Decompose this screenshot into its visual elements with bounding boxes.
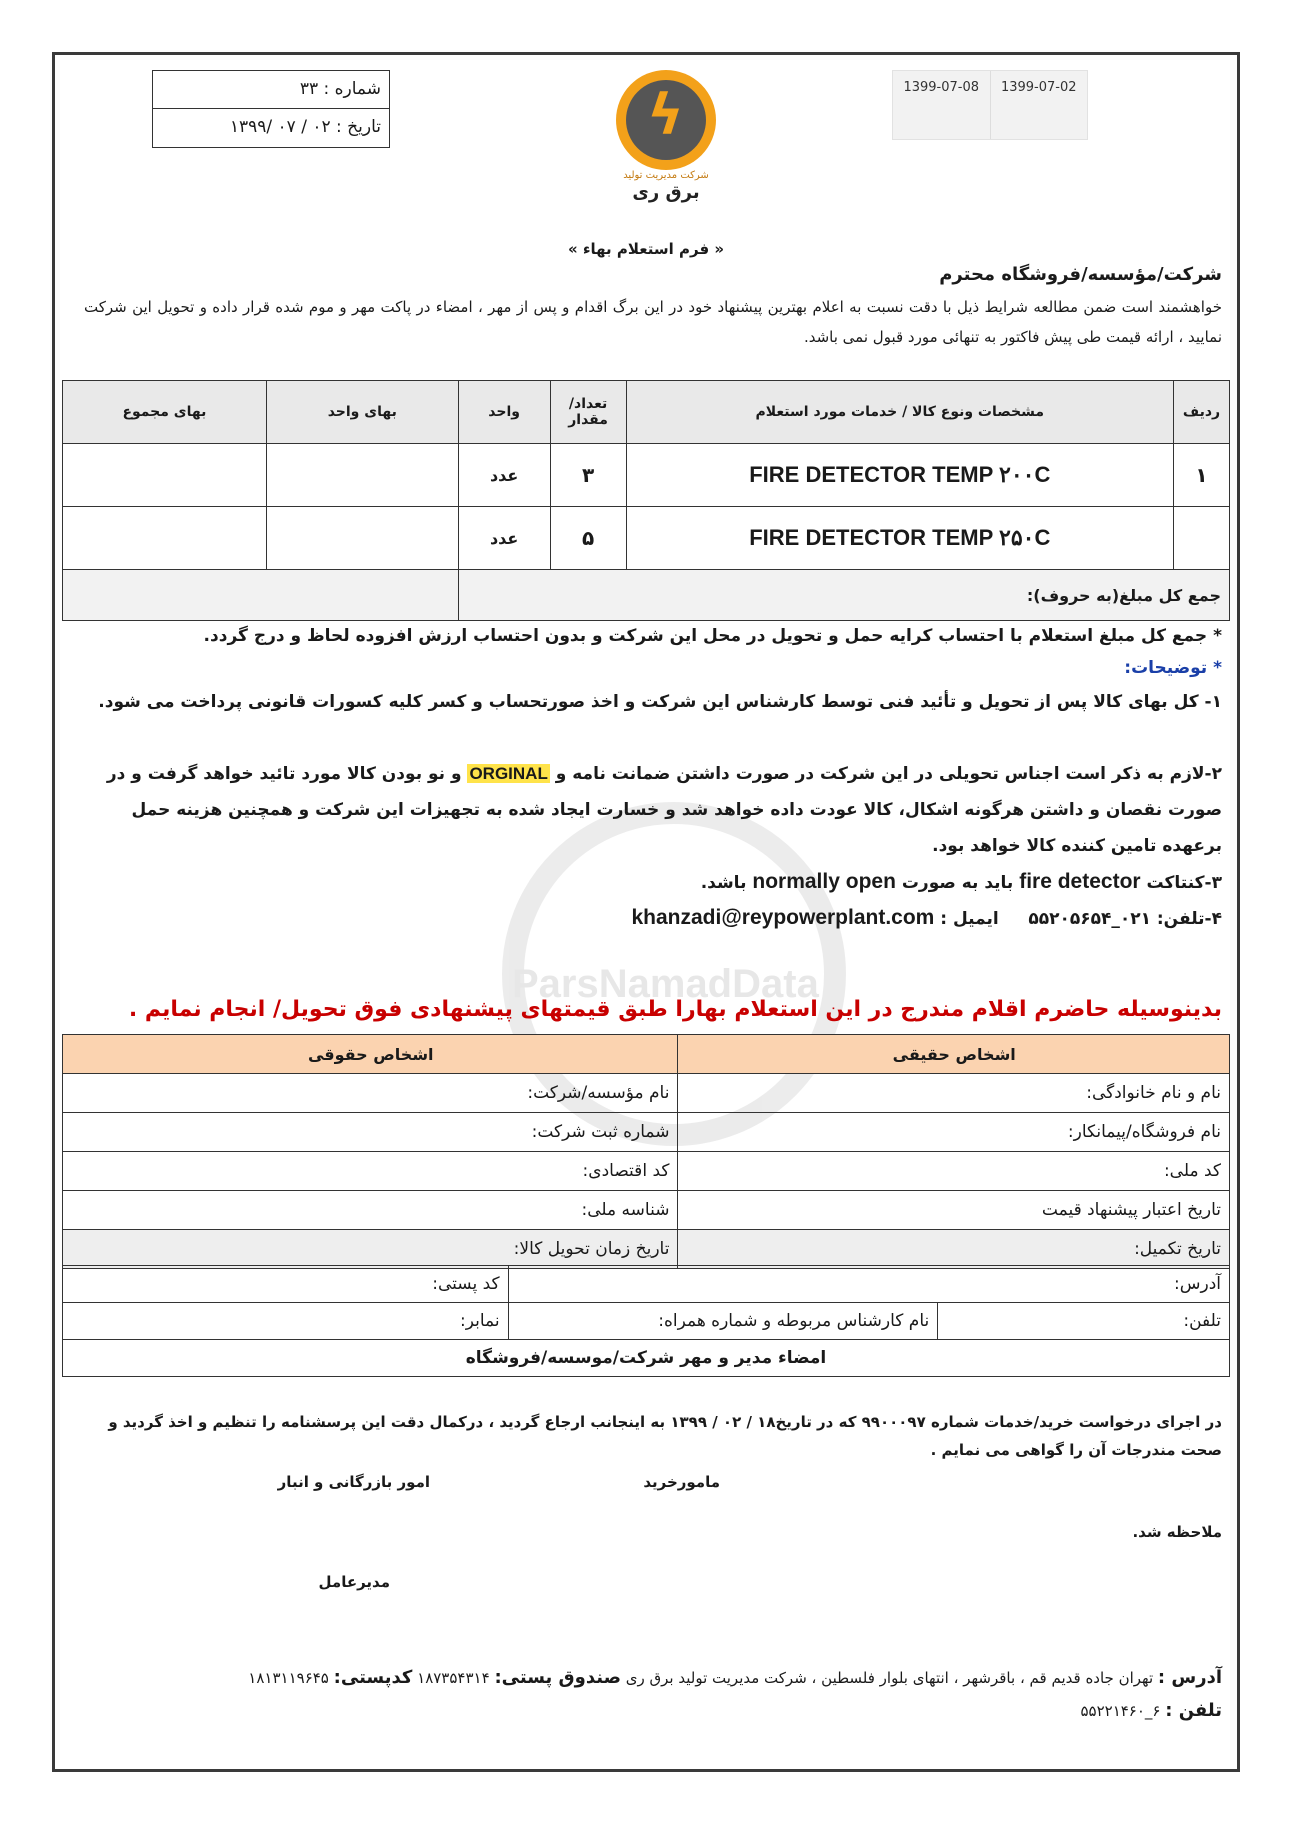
row-no: ۱ [1174, 444, 1230, 507]
pobox-value: ۱۸۷۳۵۴۳۱۴ [417, 1669, 490, 1687]
footer-address [248, 1667, 1222, 1688]
item-desc: FIRE DETECTOR TEMP ۲۰۰C [626, 444, 1173, 507]
real-field[interactable]: تاریخ تکمیل: [678, 1230, 1230, 1269]
addressee: شرکت/مؤسسه/فروشگاه محترم [939, 264, 1222, 285]
unit-price-cell[interactable] [266, 444, 458, 507]
postal-label: کدپستی: [333, 1667, 413, 1688]
table-row [63, 1191, 1230, 1230]
legal-field[interactable]: تاریخ زمان تحویل کالا: [63, 1230, 678, 1269]
declaration: بدینوسیله حاضرم اقلام مندرج در این استعلام بهارا طبق قیمتهای پیشنهادی فوق تحویل/ انجام نمایم . [128, 997, 1222, 1022]
ceo-label: مدیرعامل [318, 1573, 390, 1591]
note-3-start: ۳-کنتاکت [1146, 873, 1222, 893]
purchaser-label: مامورخرید [643, 1473, 720, 1491]
fire-detector-text: fire detector [1019, 870, 1141, 893]
vat-note: * جمع کل مبلغ استعلام با احتساب کرایه حمل و تحویل در محل این شرکت و بدون احتساب ارزش افزوده لحاظ و درج گردد. [203, 626, 1222, 646]
notes-heading: * توضیحات: [1124, 658, 1222, 678]
header-desc: مشخصات ونوع کالا / خدمات مورد استعلام [626, 381, 1173, 444]
stamp-date: 1399-07-02 [990, 71, 1088, 139]
pobox-label: صندوق پستی: [494, 1667, 621, 1688]
request-statement: در اجرای درخواست خرید/خدمات شماره ۹۹۰۰۰۹۷ که در تاریخ۱۸ / ۰۲ / ۱۳۹۹ به اینجانب ارجاع گردید ، درکمال دقت این پرسشنامه را تنظیم و اخذ گردید و صحت مندرجات آن را گواهی می نمایم . [108, 1413, 1222, 1459]
legal-field[interactable]: کد اقتصادی: [63, 1152, 678, 1191]
postal-value: ۱۸۱۳۱۱۹۶۴۵ [248, 1669, 329, 1687]
footer-phone [1080, 1700, 1222, 1721]
logo-company: شرکت مدیریت تولید [623, 170, 709, 181]
address-label: آدرس : [1157, 1667, 1222, 1688]
total-label: جمع کل مبلغ(به حروف): [458, 570, 1229, 621]
email-label: ایمیل : [940, 909, 999, 929]
header-unit-price: بهای واحد [266, 381, 458, 444]
item-qty: ۳ [550, 444, 626, 507]
number-date-box [152, 70, 390, 148]
item-qty: ۵ [550, 507, 626, 570]
header-unit: واحد [458, 381, 550, 444]
total-price-cell[interactable] [63, 507, 267, 570]
note-2-start: ۲-لازم به ذکر است اجناس تحویلی در این شرکت در صورت داشتن ضمانت نامه و [555, 764, 1222, 784]
address-table [62, 1265, 1230, 1377]
total-row [63, 570, 1230, 621]
persons-header-row [63, 1035, 1230, 1074]
unit-price-cell[interactable] [266, 507, 458, 570]
company-logo [602, 70, 730, 203]
note-1: ۱- کل بهای کالا پس از تحویل و تأئید فنی توسط کارشناس این شرکت و اخذ صورتحساب و کسر کلیه کسورات قانونی پرداخت می شود. [98, 692, 1222, 712]
item-unit: عدد [458, 444, 550, 507]
items-table [62, 380, 1230, 621]
header-qty: تعداد/ مقدار [550, 381, 626, 444]
table-row [63, 1230, 1230, 1269]
table-row [63, 507, 1230, 570]
document-page [62, 62, 1230, 1762]
note-2-end: و نو بودن کالا مورد تائید خواهد گرفت و در صورت نقصان و داشتن هرگونه اشکال، کالا عودت داده خواهد شد و خسارت ایجاد شده به تجهیزات این شرکت و همچنین هزینه حمل برعهده تامین کننده کالا خواهد بود. [106, 764, 1222, 856]
table-row [63, 444, 1230, 507]
header-total-price: بهای مجموع [63, 381, 267, 444]
phone-value: ۶_۵۵۲۲۱۴۶۰ [1080, 1702, 1161, 1720]
total-price-cell[interactable] [63, 444, 267, 507]
phone-field[interactable]: تلفن: [938, 1303, 1230, 1340]
note-3 [70, 864, 1222, 901]
table-row [63, 1340, 1230, 1377]
address-field[interactable]: آدرس: [508, 1266, 1229, 1303]
real-field[interactable]: کد ملی: [678, 1152, 1230, 1191]
row-no [1174, 507, 1230, 570]
table-row [63, 1113, 1230, 1152]
legal-persons-header: اشخاص حقوقی [63, 1035, 678, 1074]
original-highlight: ORGINAL [469, 764, 548, 783]
lightning-icon: ϟ [647, 83, 684, 148]
logo-name: برق ری [632, 182, 700, 203]
note-3-end: باشد. [700, 873, 747, 893]
table-row [63, 1074, 1230, 1113]
commerce-label: امور بازرگانی و انبار [277, 1473, 430, 1491]
watermark-name: ParsNamadData [512, 962, 819, 1006]
note-4 [70, 900, 1222, 937]
letter-date: تاریخ : ۰۲ / ۰۷ /۱۳۹۹ [229, 117, 381, 137]
item-desc: FIRE DETECTOR TEMP ۲۵۰C [626, 507, 1173, 570]
normally-open-text: normally open [752, 870, 896, 893]
observed-label: ملاحظه شد. [1132, 1523, 1222, 1541]
contact-phone: ۴-تلفن: ۰۲۱_۵۵۲۰۵۶۵۴ [1028, 909, 1222, 929]
form-title: « فرم استعلام بهاء » [567, 240, 725, 258]
note-3-mid: باید به صورت [901, 873, 1014, 893]
persons-table [62, 1034, 1230, 1269]
email-link[interactable]: khanzadi@reypowerplant.com [631, 906, 935, 929]
real-field[interactable]: نام فروشگاه/پیمانکار: [678, 1113, 1230, 1152]
fax-field[interactable]: نمابر: [63, 1303, 509, 1340]
signature-field[interactable]: امضاء مدیر و مهر شرکت/موسسه/فروشگاه [63, 1340, 1230, 1377]
total-amount-cell[interactable] [63, 570, 459, 621]
legal-field[interactable]: شناسه ملی: [63, 1191, 678, 1230]
table-row [63, 1266, 1230, 1303]
legal-field[interactable]: نام مؤسسه/شرکت: [63, 1074, 678, 1113]
header-row-no: ردیف [1174, 381, 1230, 444]
items-header-row [63, 381, 1230, 444]
note-2 [70, 756, 1222, 864]
legal-field[interactable]: شماره ثبت شرکت: [63, 1113, 678, 1152]
stamp-date: 1399-07-08 [903, 80, 980, 95]
real-field[interactable]: نام و نام خانوادگی: [678, 1074, 1230, 1113]
item-unit: عدد [458, 507, 550, 570]
table-row [63, 1303, 1230, 1340]
letter-number: شماره : ۳۳ [153, 71, 389, 109]
real-field[interactable]: تاریخ اعتبار پیشنهاد قیمت [678, 1191, 1230, 1230]
postal-code-field[interactable]: کد پستی: [63, 1266, 509, 1303]
address-text: تهران جاده قدیم قم ، باقرشهر ، انتهای بلوار فلسطین ، شرکت مدیریت تولید برق ری [625, 1669, 1154, 1687]
expert-field[interactable]: نام کارشناس مربوطه و شماره همراه: [508, 1303, 938, 1340]
phone-label: تلفن : [1165, 1700, 1222, 1721]
table-row [63, 1152, 1230, 1191]
real-persons-header: اشخاص حقیقی [678, 1035, 1230, 1074]
stamp-dates [892, 70, 1088, 140]
intro-text: خواهشمند است ضمن مطالعه شرایط ذیل با دقت نسبت به اعلام بهترین پیشنهاد خود در این برگ اقدام و پس از مهر ، امضاء در پاکت مهر و موم شده قرار داده و تحویل این شرکت نمایید ، ارائه قیمت طی پیش فاکتور به تنهائی مورد قبول نمی باشد. [84, 298, 1222, 346]
